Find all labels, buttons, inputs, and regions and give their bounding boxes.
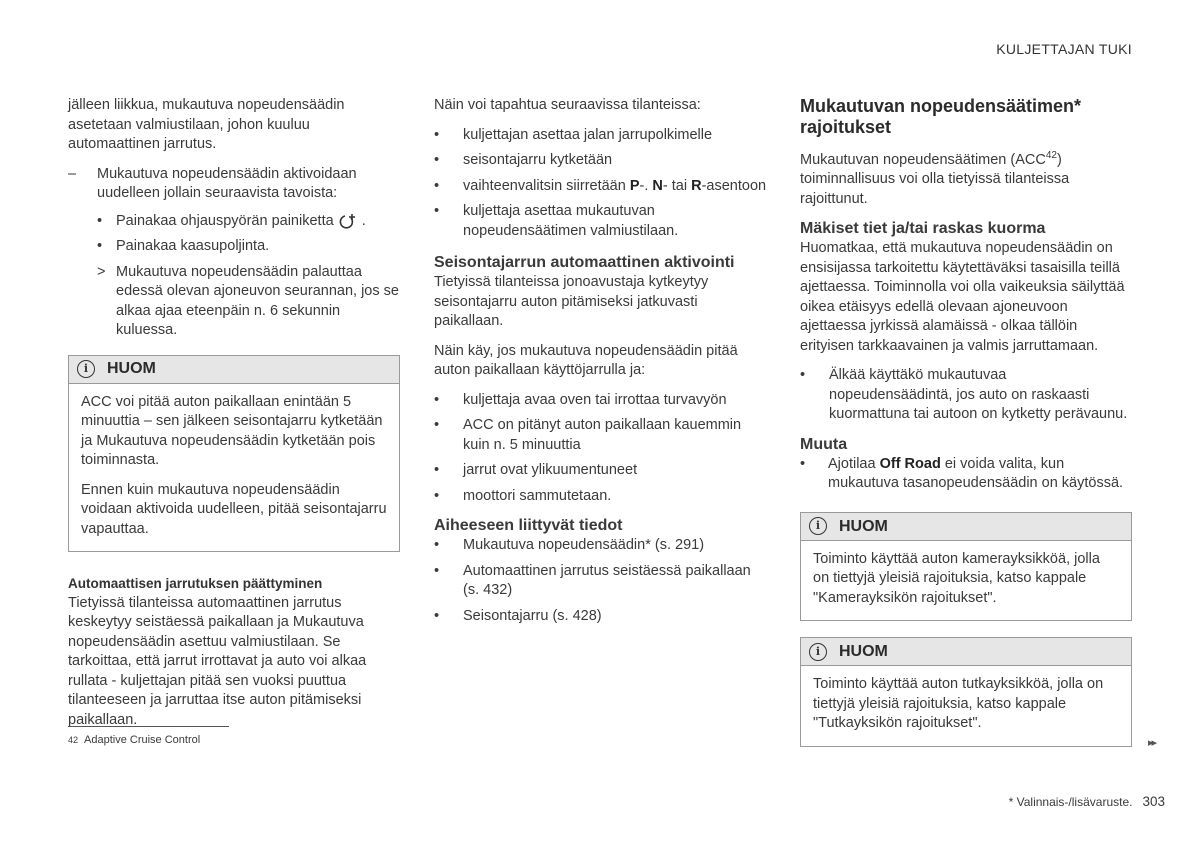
- page-title: Mukautuvan nopeudensäätimen* rajoitukset: [800, 96, 1082, 137]
- list-item: • Älkää käyttäkö mukautuvaa nopeudensäädintä, jos auto on raskaasti kuormattuna tai autoon on kytketty perävaunu.: [800, 367, 1128, 423]
- footnote-number: 42: [68, 735, 79, 745]
- note-box: [68, 355, 400, 553]
- paragraph: Tietyissä tilanteissa jonoavustaja kytkeytyy seisontajarru auton pitämiseksi jatkuvasti paikallaan.: [434, 274, 709, 329]
- list-item: • kuljettaja avaa oven tai irrottaa turvavyön: [434, 391, 727, 408]
- info-icon: i: [77, 360, 95, 378]
- list-item: • seisontajarru kytketään: [434, 152, 613, 168]
- continue-arrows-icon: ▸▸: [1148, 737, 1156, 749]
- intro-paragraph: jälleen liikkua, mukautuva nopeudensäädin asetetaan valmiustilaan, johon kuuluu automaattinen jarrutus.: [68, 97, 345, 152]
- note-body: Toiminto käyttää auton tutkayksikköä, jolla on tiettyjä yleisiä rajoituksia, katso kappale "Tutkayksikön rajoitukset".: [813, 676, 1104, 732]
- subheading: Seisontajarrun automaattinen aktivointi: [434, 254, 735, 271]
- result-marker: >: [97, 263, 106, 280]
- list-item: • ACC on pitänyt auton paikallaan kauemmin kuin n. 5 minuuttia: [434, 417, 742, 453]
- note-title: HUOM: [107, 360, 156, 378]
- bullet-list: [434, 126, 768, 242]
- paragraph: Tietyissä tilanteissa automaattinen jarrutus keskeytyy seistäessä paikallaan ja Mukautuva nopeudensäädin asettuu valmiustilaan. Se tarkoittaa, että jarrut irrottavat ja auto voi alkaa rullata - kuljettajan pitää sen vuoksi puuttua tilanteeseen ja jarruttaa itse auton pitämiseksi paikallaan.: [68, 594, 367, 728]
- list-item: • Ajotilaa Off Road ei voida valita, kun mukautuva tasanopeudensäädin on käytössä.: [800, 455, 1124, 492]
- bullet-marker: •: [97, 238, 103, 254]
- info-icon: i: [809, 643, 827, 661]
- note-header: [801, 638, 1131, 666]
- list-item: • Painakaa ohjauspyörän painiketta .: [68, 212, 400, 232]
- footnote-divider: [68, 726, 229, 727]
- footnote-ref[interactable]: 42: [1045, 150, 1057, 161]
- footnote: [68, 731, 200, 751]
- bullet-marker: •: [97, 212, 103, 229]
- note-header: [801, 513, 1131, 541]
- list-item: • kuljettaja asettaa mukautuvan nopeudensäätimen valmiustilaan.: [434, 203, 679, 239]
- subheading: Muuta: [800, 435, 848, 453]
- list-item: • moottori sammutetaan.: [434, 487, 612, 504]
- column-2: [434, 96, 768, 634]
- related-link[interactable]: • Automaattinen jarrutus seistäessä paikallaan (s. 432): [434, 562, 751, 598]
- list-item: – Mukautuva nopeudensäädin aktivoidaan uudelleen jollain seuraavista tavoista:: [68, 165, 357, 201]
- dash-list: [68, 165, 400, 204]
- note-box: [800, 637, 1132, 747]
- footnote-text: Adaptive Cruise Control: [84, 734, 201, 746]
- bullet-list: [800, 366, 1132, 425]
- note-body: Toiminto käyttää auton kamerayksikköä, jolla on tiettyjä yleisiä rajoituksia, katso kappale "Kamerayksikön rajoitukset".: [813, 550, 1100, 606]
- page-number: 303: [1142, 794, 1165, 809]
- section-header: KULJETTAJAN TUKI: [996, 41, 1132, 57]
- page-footer: [1009, 792, 1165, 813]
- related-link[interactable]: • Mukautuva nopeudensäädin* (s. 291): [434, 537, 705, 553]
- subheading: Mäkiset tiet ja/tai raskas kuorma: [800, 220, 1046, 238]
- bullet-list: [434, 391, 768, 507]
- bullet-list: [800, 455, 1132, 494]
- related-links-list: [434, 536, 768, 626]
- paragraph: Näin käy, jos mukautuva nopeudensäädin pitää auton paikallaan käyttöjarrulla ja:: [434, 342, 738, 378]
- related-link[interactable]: • Seisontajarru (s. 428): [434, 607, 602, 624]
- list-item: • vaihteenvalitsin siirretään P-. N- tai R-asentoon: [434, 177, 767, 194]
- steering-wheel-button-icon: [338, 212, 358, 230]
- column-3: [800, 96, 1132, 759]
- note-header: [69, 356, 399, 384]
- note-title: HUOM: [839, 643, 888, 661]
- list-item: • Painakaa kaasupoljinta.: [68, 237, 400, 257]
- list-item: • kuljettajan asettaa jalan jarrupolkimelle: [434, 126, 713, 143]
- list-item: > Mukautuva nopeudensäädin palauttaa edessä olevan ajoneuvon seurannan, jos se alkaa ajaa eteenpäin n. 6 sekunnin kuluessa.: [97, 263, 399, 338]
- column-1: [68, 96, 400, 740]
- intro-paragraph: Näin voi tapahtua seuraavissa tilanteissa:: [434, 97, 701, 113]
- note-body: ACC voi pitää auton paikallaan enintään 5 minuuttia – sen jälkeen seisontajarru kytketään ja Mukautuva nopeudensäädin kytketään pois toiminnasta. Ennen kuin mukautuva nopeudensäädin voidaan aktivoida uudelleen, pitää seisontajarru vapauttaa.: [81, 393, 387, 537]
- sub-list: [68, 212, 400, 341]
- dash-marker: –: [68, 165, 77, 182]
- subheading: Aiheeseen liittyvät tiedot: [434, 517, 623, 534]
- paragraph: Huomatkaa, että mukautuva nopeudensäädin on ensisijassa tarkoitettu käytettäväksi tasaisilla teillä ajettaessa. Toiminnolla voi olla vaikeuksia säilyttää oikea etäisyys edellä olevaan ajoneuvoon ajettaessa jyrkissä alamäissä - olkaa tällöin erityisen tarkkaavainen ja valmis jarruttamaan.: [800, 240, 1125, 354]
- note-title: HUOM: [839, 517, 888, 535]
- subheading: Automaattisen jarrutuksen päättyminen: [68, 576, 323, 591]
- note-box: [800, 512, 1132, 622]
- list-item: • jarrut ovat ylikuumentuneet: [434, 462, 638, 478]
- optional-equipment-note: * Valinnais-/lisävaruste.: [1008, 795, 1133, 809]
- info-icon: i: [809, 517, 827, 535]
- intro-paragraph: Mukautuvan nopeudensäätimen (ACC$^{42}$) toiminnallisuus voi olla tietyissä tilanteissa rajoittunut.: [800, 150, 1070, 207]
